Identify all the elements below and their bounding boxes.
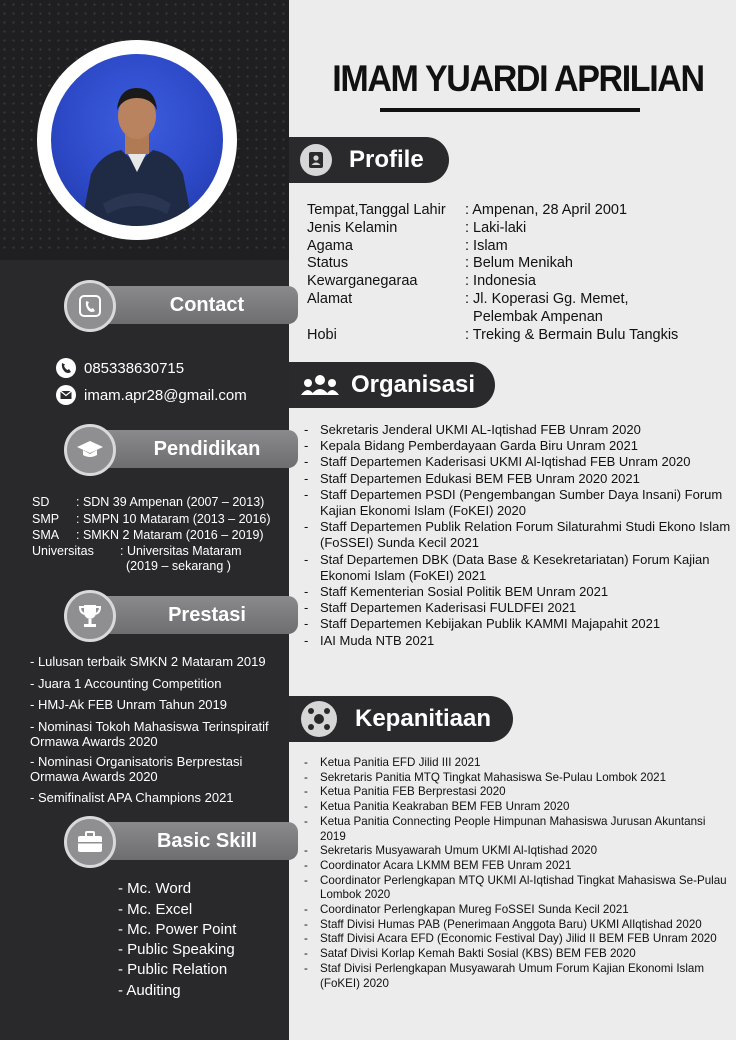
list-item: - Sataf Divisi Korlap Kemah Bakti Sosial (KBS) BEM FEB 2020 [304, 947, 734, 962]
list-item: - Staff Departemen Kebijakan Publik KAMMI Majapahit 2021 [304, 616, 732, 632]
full-name: IMAM YUARDI APRILIAN [332, 58, 704, 99]
kepanitiaan-title: Kepanitiaan [355, 705, 492, 732]
skill-item: - Mc. Word [118, 880, 192, 897]
list-item: - Staff Divisi Acara EFD (Economic Festival Day) Jilid II BEM FEB Unram 2020 [304, 932, 734, 947]
list-item: - Staff Departemen Kaderisasi FULDFEI 2021 [304, 600, 732, 616]
edu-sd: SD : SDN 39 Ampenan (2007 – 2013) [32, 495, 265, 509]
skill-item: - Mc. Excel [118, 901, 193, 918]
list-item: - Coordinator Acara LKMM BEM FEB Unram 2021 [304, 859, 734, 874]
list-item: - Sekretaris Panitia MTQ Tingkat Mahasiswa Se-Pulau Lombok 2021 [304, 771, 734, 786]
contact-title: Contact [169, 294, 245, 316]
list-item: - Staff Departemen Kaderisasi UKMI Al-Iqtishad FEB Unram 2020 [304, 454, 732, 470]
list-item: - Coordinator Perlengkapan Mureg FoSSEI Sunda Kecil 2021 [304, 903, 734, 918]
phone-icon [56, 358, 76, 378]
contact-phone [56, 358, 184, 378]
skill-item: - Auditing [118, 982, 181, 999]
briefcase-icon [64, 816, 116, 868]
organisasi-header [289, 362, 495, 408]
list-item: - Ketua Panitia FEB Berprestasi 2020 [304, 785, 734, 800]
email-address[interactable]: imam.apr28@gmail.com [84, 386, 247, 404]
profile-title: Profile [349, 146, 424, 173]
skill-item: - Public Speaking [118, 941, 235, 958]
basic-skill-title: Basic Skill [156, 830, 258, 852]
list-item: - Staff Divisi Humas PAB (Penerimaan Anggota Baru) UKMI AlIqtishad 2020 [304, 918, 734, 933]
avatar-frame [37, 40, 237, 240]
profile-header [289, 137, 449, 183]
prestasi-title: Prestasi [168, 604, 246, 626]
avatar [51, 54, 223, 226]
team-network-icon [301, 701, 337, 737]
basic-skill-header [64, 816, 298, 864]
edu-universitas: Universitas : Universitas Mataram [32, 544, 242, 558]
kepanitiaan-header [289, 696, 513, 742]
person-photo [51, 54, 223, 226]
list-item: - Ketua Panitia Connecting People Himpunan Mahasiswa Jurusan Akuntansi 2019 [304, 815, 734, 844]
list-item: Ormawa Awards 2020 [30, 734, 158, 749]
list-item: - Coordinator Perlengkapan MTQ UKMI Al-Iqtishad Tingkat Mahasiswa Se-Pulau Lombok 2020 [304, 874, 734, 903]
graduation-cap-icon [64, 424, 116, 476]
list-item: - Ketua Panitia Keakraban BEM FEB Unram 2020 [304, 800, 734, 815]
contact-email [56, 385, 247, 405]
list-item: - Staf Divisi Perlengkapan Musyawarah Umum Forum Kajian Ekonomi Islam (FoKEI) 2020 [304, 962, 734, 991]
list-item: - Nominasi Tokoh Mahasiswa Terinspiratif [30, 719, 269, 734]
list-item: - Sekretaris Musyawarah Umum UKMI Al-Iqtishad 2020 [304, 844, 734, 859]
id-card-icon [300, 144, 332, 176]
phone-number[interactable]: 085338630715 [84, 359, 185, 377]
edu-universitas-years: (2019 – sekarang ) [126, 559, 231, 573]
list-item: - Kepala Bidang Pemberdayaan Garda Biru Unram 2021 [304, 438, 732, 454]
pendidikan-header [64, 424, 298, 472]
contact-header [64, 280, 298, 328]
list-item: - HMJ-Ak FEB Unram Tahun 2019 [30, 697, 227, 712]
edu-smp: SMP : SMPN 10 Mataram (2013 – 2016) [32, 512, 271, 526]
pendidikan-title: Pendidikan [153, 438, 261, 460]
kepanitiaan-list [304, 756, 734, 991]
list-item: - Staf Departemen DBK (Data Base & Kesekretariatan) Forum Kajian Ekonomi Islam (FoKEI) 2021 [304, 552, 732, 584]
list-item: - Ketua Panitia EFD Jilid III 2021 [304, 756, 734, 771]
list-item: - Staff Departemen PSDI (Pengembangan Sumber Daya Insani) Forum Kajian Ekonomi Islam (FoKEI) 2020 [304, 487, 732, 519]
email-icon [56, 385, 76, 405]
list-item: - Sekretaris Jenderal UKMI AL-Iqtishad FEB Unram 2020 [304, 422, 732, 438]
organisasi-list [304, 422, 732, 649]
name-underline [380, 108, 640, 112]
group-icon [299, 369, 341, 401]
list-item: - Juara 1 Accounting Competition [30, 676, 222, 691]
list-item: - Nominasi Organisatoris Berprestasi [30, 754, 243, 769]
prestasi-header [64, 590, 298, 638]
skill-item: - Public Relation [118, 961, 228, 978]
list-item: Ormawa Awards 2020 [30, 769, 158, 784]
trophy-icon [64, 590, 116, 642]
list-item: - Semifinalist APA Champions 2021 [30, 790, 234, 805]
list-item: - Staff Departemen Publik Relation Forum Silaturahmi Studi Ekono Islam (FoSSEI) Sunda Kecil 2021 [304, 519, 732, 551]
list-item: - IAI Muda NTB 2021 [304, 633, 732, 649]
list-item: - Staff Kementerian Sosial Politik BEM Unram 2021 [304, 584, 732, 600]
list-item: - Lulusan terbaik SMKN 2 Mataram 2019 [30, 654, 266, 669]
phone-icon [64, 280, 116, 332]
list-item: - Staff Departemen Edukasi BEM FEB Unram 2020 2021 [304, 471, 732, 487]
organisasi-title: Organisasi [351, 371, 476, 398]
skill-item: - Mc. Power Point [118, 921, 237, 938]
edu-sma: SMA : SMKN 2 Mataram (2016 – 2019) [32, 528, 264, 542]
